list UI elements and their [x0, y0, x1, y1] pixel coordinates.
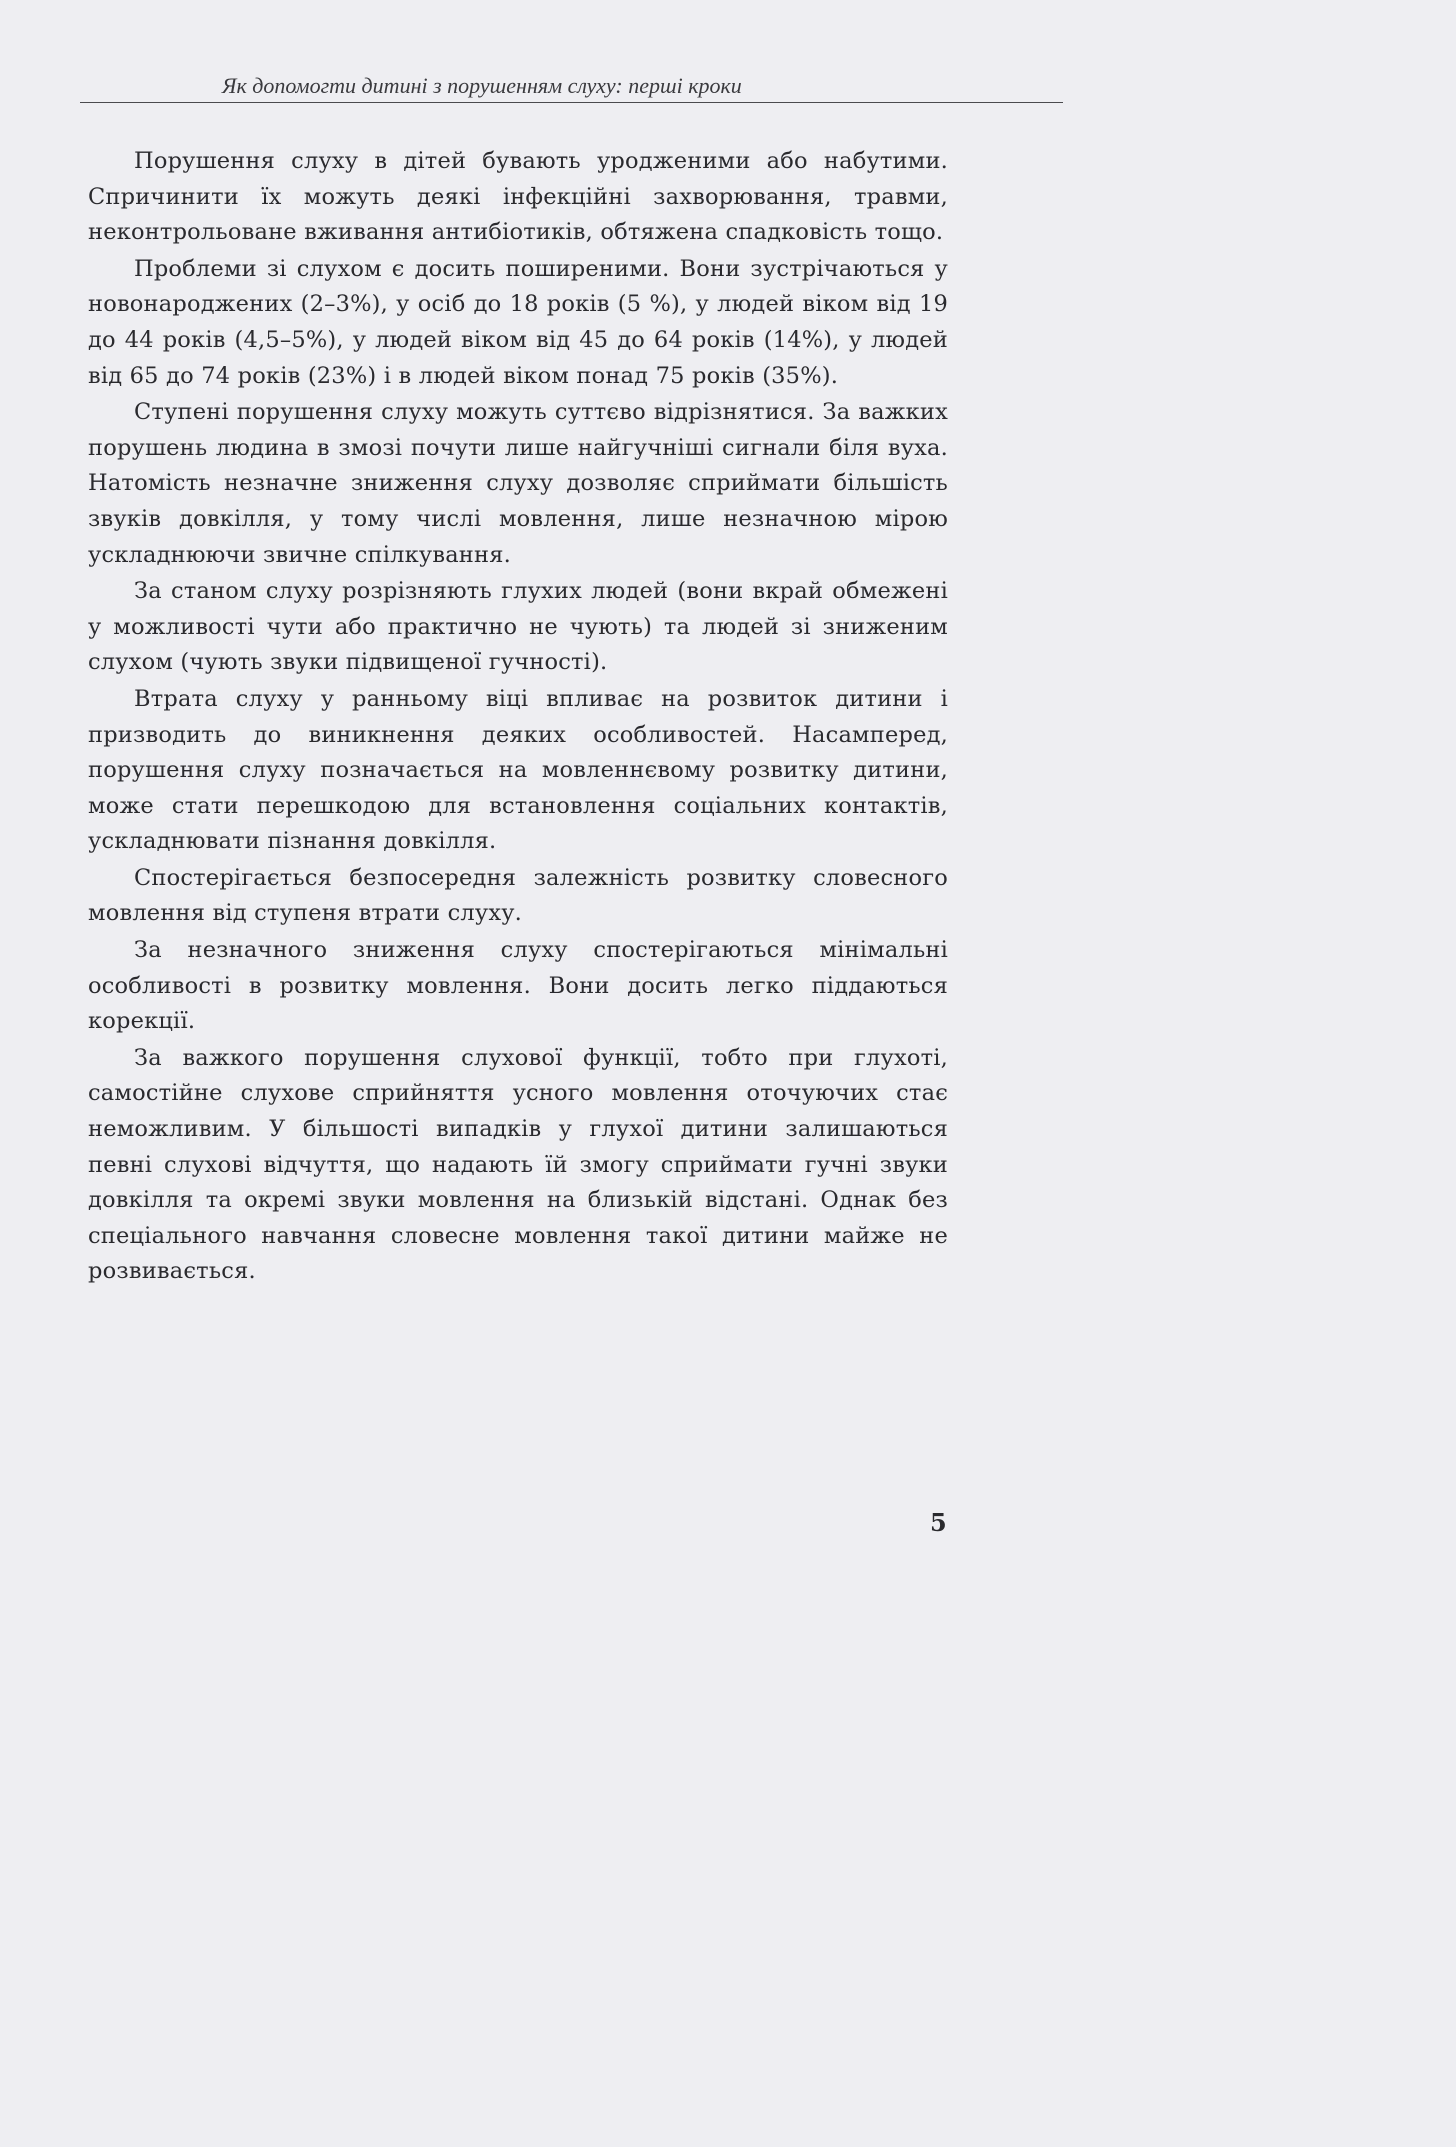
paragraph-7: За незначного зниження слуху спостерігаються мінімальні особливості в розвитку мовлення. Вони досить легко піддаються корекції. — [88, 937, 948, 1035]
paragraph-5: Втрата слуху у ранньому віці впливає на розвиток дитини і призводить до виникнення деяких особливостей. Насамперед, порушення слуху позначається на мовленнєвому розвитку дитини, може стати перешкодою для встановлення соціальних контактів, ускладнювати пізнання довкілля. — [88, 685, 948, 855]
paragraph-1: Порушення слуху в дітей бувають уродженими або набутими. Спричинити їх можуть деякі інфекційні захворювання, травми, неконтрольоване вживання антибіотиків, обтяжена спадковість тощо. — [88, 148, 948, 246]
page-number: 5 — [930, 1508, 947, 1537]
running-head-title: Як допомогти дитині з порушенням слуху: перші кроки — [222, 73, 742, 98]
paragraph-8: За важкого порушення слухової функції, тобто при глухоті, самостійне слухове сприйняття усного мовлення оточуючих стає неможливим. У більшості випадків у глухої дитини залишаються певні слухові відчуття, що надають їй змогу сприймати гучні звуки довкілля та окремі звуки мовлення на близькій відстані. Однак без спеціального навчання словесне мовлення такої дитини майже не розвивається. — [88, 1044, 948, 1285]
paragraph-6: Спостерігається безпосередня залежність розвитку словесного мовлення від ступеня втрати слуху. — [88, 864, 948, 927]
paragraph-3: Ступені порушення слуху можуть суттєво відрізнятися. За важких порушень людина в змозі почути лише найгучніші сигнали біля вуха. Натомість незначне зниження слуху дозволяє сприймати більшість звуків довкілля, у тому числі мовлення, лише незначною мірою ускладнюючи звичне спілкування. — [88, 399, 948, 568]
body-text — [88, 144, 948, 1290]
header-rule — [80, 102, 1063, 103]
paragraph-2: Проблеми зі слухом є досить поширеними. Вони зустрічаються у новонароджених (2–3%), у осіб до 18 років (5 %), у людей віком від 19 до 44 років (4,5–5%), у людей віком від 45 до 64 років (14%), у людей від 65 до 74 років (23%) і в людей віком понад 75 років (35%). — [88, 255, 948, 389]
paragraph-4: За станом слуху розрізняють глухих людей (вони вкрай обмежені у можливості чути або практично не чують) та людей зі зниженим слухом (чують звуки підвищеної гучності). — [88, 578, 948, 676]
